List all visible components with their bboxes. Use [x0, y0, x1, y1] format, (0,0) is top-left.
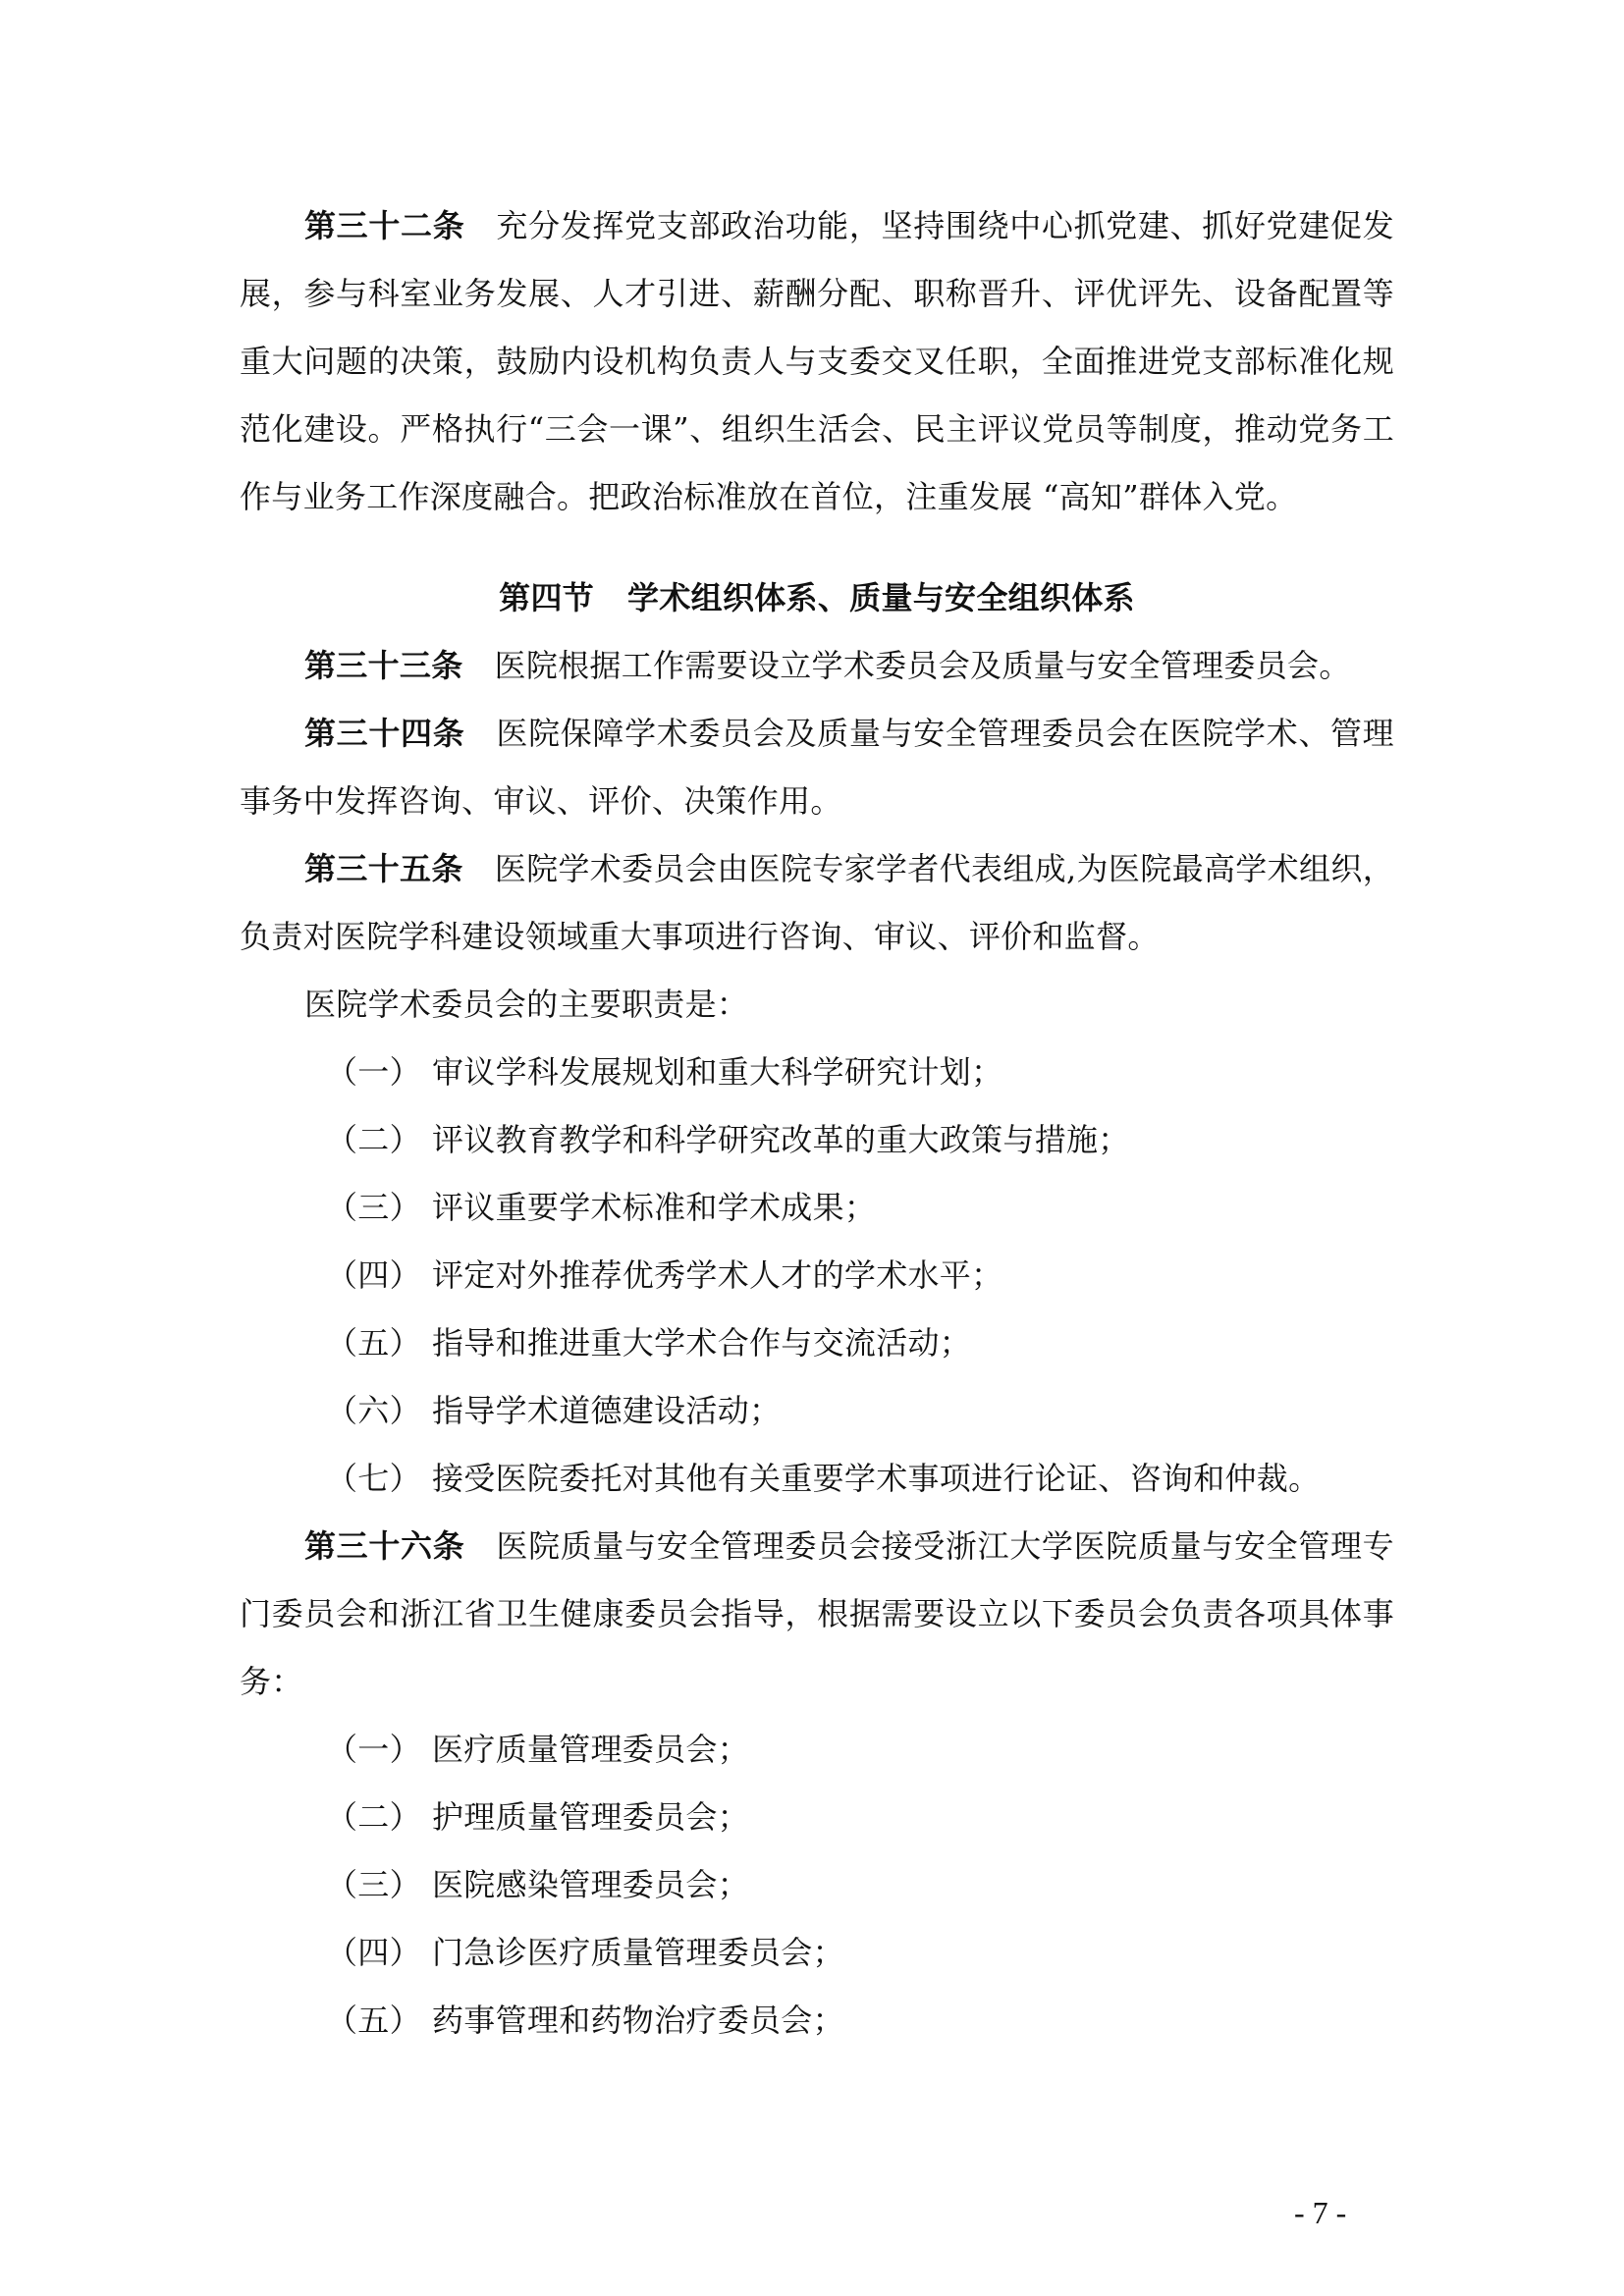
article-text: 医院根据工作需要设立学术委员会及质量与安全管理委员会。 — [494, 647, 1351, 684]
item-text: 护理质量管理委员会； — [432, 1798, 750, 1836]
article-label: 第三十二条 — [304, 207, 465, 244]
list-item — [240, 1784, 1394, 1851]
article-label: 第三十三条 — [304, 647, 463, 684]
list-item — [240, 1106, 1394, 1174]
list-item — [240, 1851, 1394, 1919]
item-number: （三） — [326, 1866, 421, 1903]
item-text: 医疗质量管理委员会； — [432, 1731, 750, 1768]
article-text: 医院质量与安全管理委员会接受浙江大学医院质量与安全管理专门委员会和浙江省卫生健康委员会指导，根据需要设立以下委员会负责各项具体事务： — [240, 1527, 1394, 1700]
section-heading — [240, 564, 1394, 632]
article-label: 第三十六条 — [304, 1527, 465, 1565]
list-item — [240, 1716, 1394, 1784]
article-label: 第三十五条 — [304, 850, 463, 887]
item-number: （二） — [326, 1798, 421, 1836]
item-number: （四） — [326, 1256, 421, 1294]
article-33 — [240, 632, 1394, 700]
item-number: （三） — [326, 1189, 421, 1226]
article-text: 医院学术委员会由医院专家学者代表组成,为医院最高学术组织，负责对医院学科建设领域重大事项进行咨询、审议、评价和监督。 — [240, 850, 1394, 955]
article-36 — [240, 1513, 1394, 1716]
item-text: 药事管理和药物治疗委员会； — [432, 2002, 844, 2039]
list-item — [240, 1377, 1394, 1445]
list-item — [240, 1242, 1394, 1309]
item-number: （一） — [326, 1053, 421, 1091]
item-number: （七） — [326, 1460, 421, 1497]
list-item — [240, 1919, 1394, 1987]
document-body — [240, 192, 1394, 2055]
article-34 — [240, 700, 1394, 835]
item-text: 指导和推进重大学术合作与交流活动； — [432, 1324, 972, 1362]
item-text: 评定对外推荐优秀学术人才的学术水平； — [432, 1256, 1003, 1294]
item-number: （六） — [326, 1392, 421, 1429]
article-text: 医院保障学术委员会及质量与安全管理委员会在医院学术、管理事务中发挥咨询、审议、评价、决策作用。 — [240, 715, 1394, 820]
item-number: （一） — [326, 1731, 421, 1768]
item-number: （二） — [326, 1121, 421, 1158]
list-item — [240, 1445, 1394, 1513]
article-35 — [240, 835, 1394, 971]
page-number: - 7 - — [1294, 2195, 1347, 2230]
section-title: 学术组织体系、质量与安全组织体系 — [627, 579, 1135, 616]
duties-intro: 医院学术委员会的主要职责是： — [304, 986, 749, 1023]
item-number: （五） — [326, 1324, 421, 1362]
item-text: 门急诊医疗质量管理委员会； — [432, 1934, 844, 1971]
list-item — [240, 1987, 1394, 2055]
item-text: 审议学科发展规划和重大科学研究计划； — [432, 1053, 1003, 1091]
item-text: 指导学术道德建设活动； — [432, 1392, 782, 1429]
item-number: （四） — [326, 1934, 421, 1971]
item-text: 评议重要学术标准和学术成果； — [432, 1189, 877, 1226]
item-text: 评议教育教学和科学研究改革的重大政策与措施； — [432, 1121, 1130, 1158]
list-item — [240, 1309, 1394, 1377]
article-text: 充分发挥党支部政治功能，坚持围绕中心抓党建、抓好党建促发展，参与科室业务发展、人才引进、薪酬分配、职称晋升、评优评先、设备配置等重大问题的决策，鼓励内设机构负责人与支委交叉任职，全面推进党支部标准化规范化建设。严格执行“三会一课”、组织生活会、民主评议党员等制度，推动党务工作与业务工作深度融合。把政治标准放在首位，注重发展 “高知”群体入党。 — [240, 207, 1394, 515]
item-text: 医院感染管理委员会； — [432, 1866, 750, 1903]
article-label: 第三十四条 — [304, 715, 465, 752]
item-number: （五） — [326, 2002, 421, 2039]
list-item — [240, 1174, 1394, 1242]
list-item — [240, 1039, 1394, 1106]
item-text: 接受医院委托对其他有关重要学术事项进行论证、咨询和仲裁。 — [432, 1460, 1321, 1497]
article-32 — [240, 192, 1394, 531]
section-number: 第四节 — [499, 579, 595, 616]
